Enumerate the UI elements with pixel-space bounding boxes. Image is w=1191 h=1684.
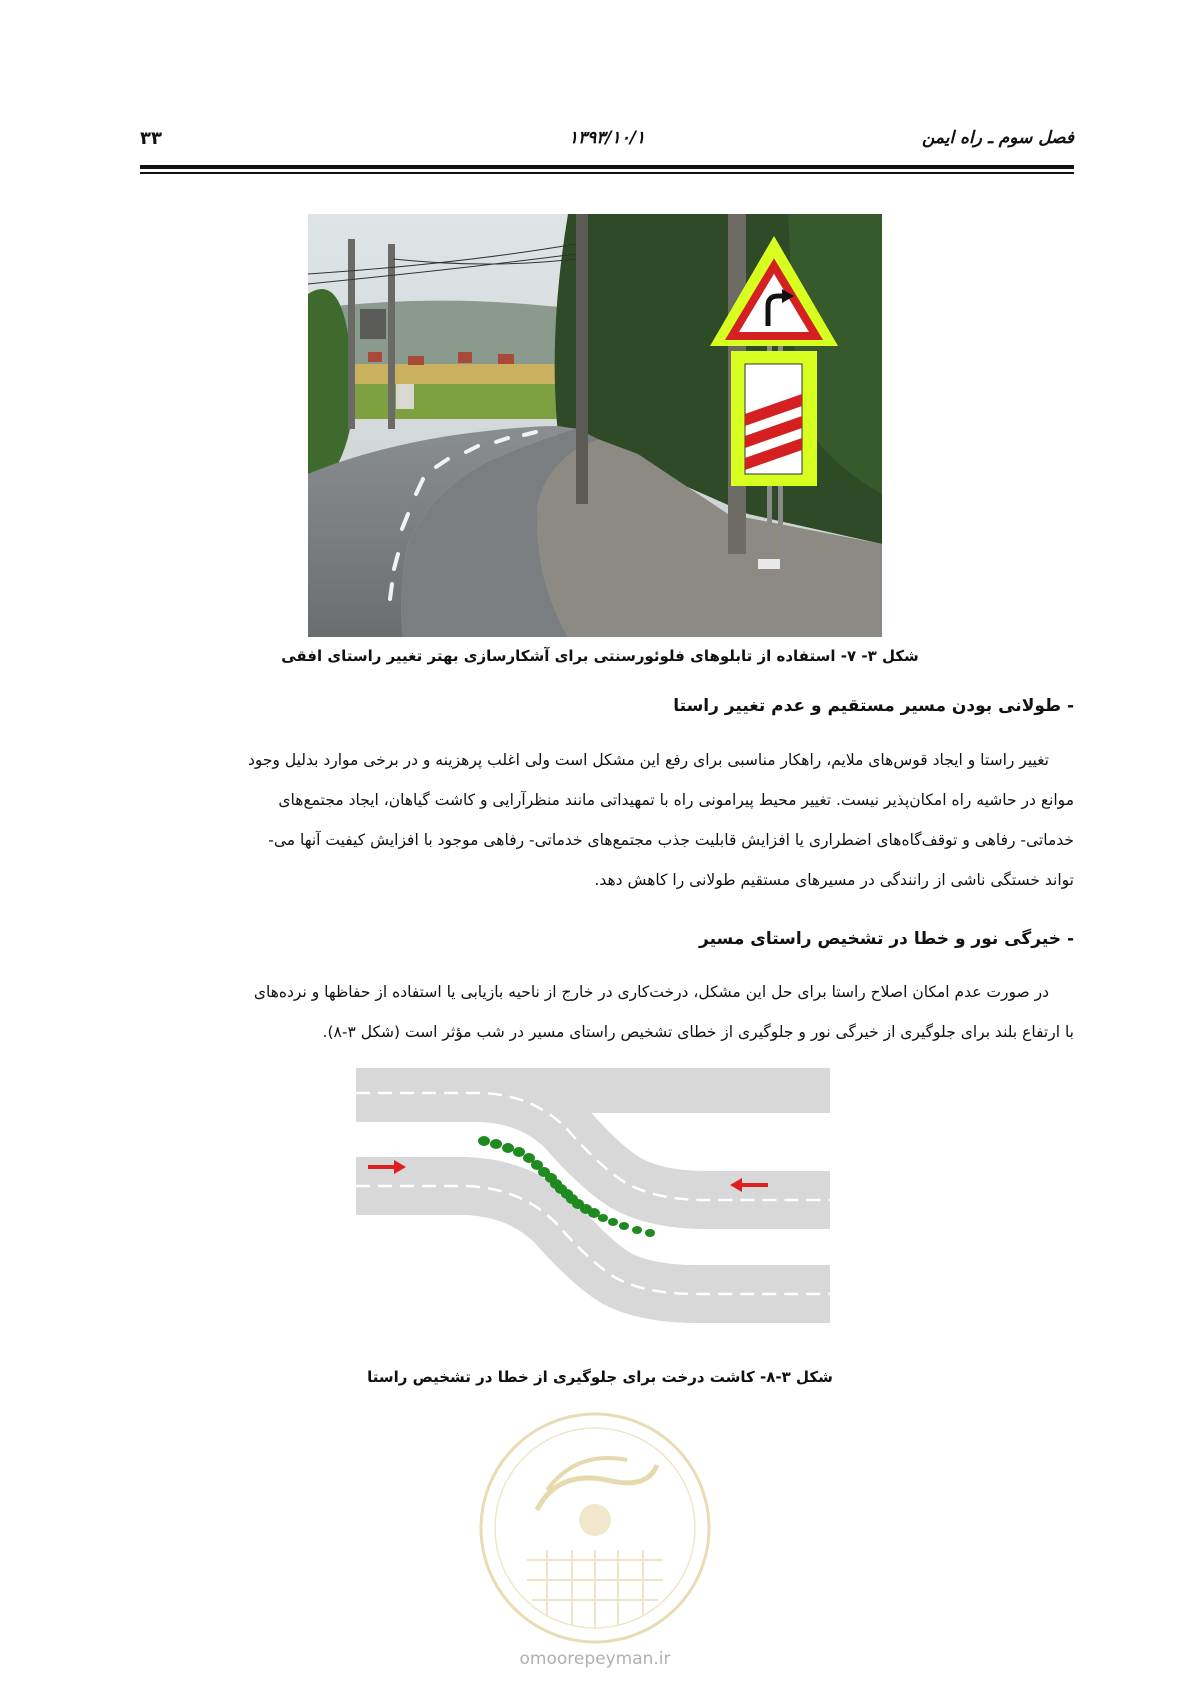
paragraph-line: موانع در حاشیه راه امکان‌پذیر نیست. تغییر محیط پیرامونی راه با تمهیداتی مانند منظرآرایی و کاشت گیاهان، ایجاد مجتمع‌های [278, 791, 1074, 809]
section-1-paragraph [140, 740, 1074, 900]
header-rule-thick [140, 165, 1074, 169]
paragraph-line: در صورت عدم امکان اصلاح راستا برای حل این مشکل، درخت‌کاری در خارج از ناحیه بازیابی یا استفاده از حفاظها و نرده‌های [253, 983, 1049, 1001]
header-rule-thin [140, 172, 1074, 174]
paragraph-line: خدماتی- رفاهی و توقف‌گاه‌های اضطراری یا افزایش قابلیت جذب مجتمع‌های خدماتی- رفاهی موجود با افزایش کیفیت آنها می- [268, 831, 1074, 849]
paragraph-line: با ارتفاع بلند برای جلوگیری از خیرگی نور و جلوگیری از خطای تشخیص راستای مسیر در شب مؤثر است (شکل ۳-۸). [322, 1023, 1074, 1041]
section-2-paragraph [140, 972, 1074, 1052]
paragraph-line: تغییر راستا و ایجاد قوس‌های ملایم، راهکار مناسبی برای رفع این مشکل است ولی اغلب پرهزینه و در برخی موارد بدلیل وجود [247, 751, 1049, 769]
road-sign-photo [308, 214, 882, 637]
watermark-url: omoorepeyman.ir [519, 1649, 671, 1669]
chapter-title: فصل سوم ـ راه ایمن [921, 128, 1074, 148]
figure-caption-1: شکل ۳- ۷- استفاده از تابلوهای فلوئورسنتی برای آشکارسازی بهتر تغییر راستای افقی [281, 647, 919, 665]
watermark-logo [477, 1410, 713, 1646]
road-tree-diagram [356, 1068, 830, 1348]
header-date: ۱۳۹۳/۱۰/۱ [568, 128, 646, 148]
paragraph-line: تواند خستگی ناشی از رانندگی در مسیرهای مستقیم طولانی را کاهش دهد. [594, 871, 1074, 889]
page-number: ۳۳ [140, 128, 162, 149]
figure-caption-2: شکل ۳-۸- کاشت درخت برای جلوگیری از خطا در تشخیص راستا [367, 1368, 833, 1386]
section-heading-1: - طولانی بودن مسیر مستقیم و عدم تغییر راستا [673, 696, 1074, 716]
page-header [140, 128, 1074, 158]
section-heading-2: - خیرگی نور و خطا در تشخیص راستای مسیر [699, 929, 1074, 949]
